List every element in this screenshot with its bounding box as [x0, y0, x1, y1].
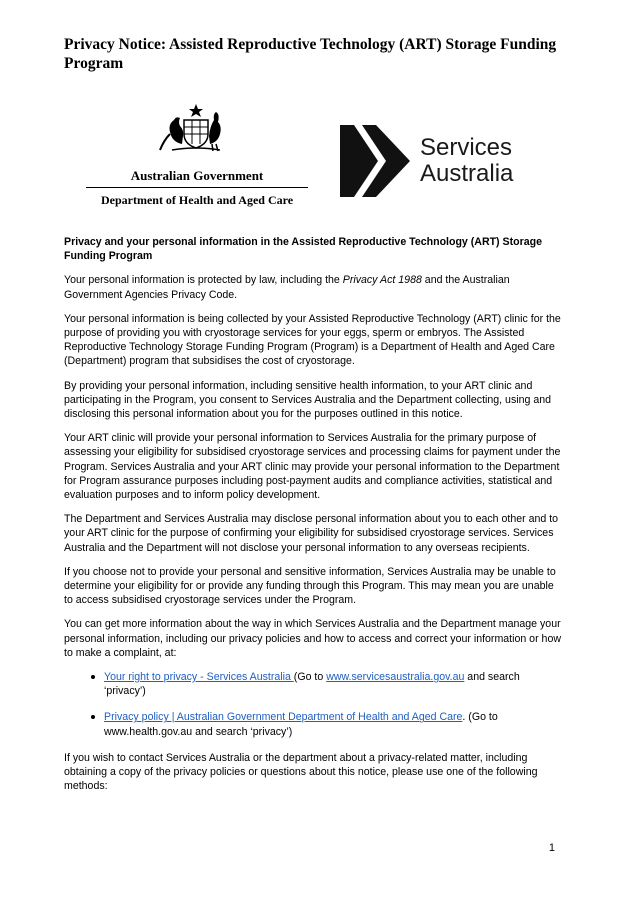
services-australia-chevron-icon — [340, 125, 410, 197]
paragraph-more-info: You can get more information about the way in which Services Australia and the Department manage your personal information, including our privacy policies and how to access and correct your information or how to make a complaint, at: — [64, 618, 561, 659]
paragraph-contact: If you wish to contact Services Australia or the department about a privacy-related matter, including obtaining a copy of the privacy policies or questions about this notice, please use one of the following methods: — [64, 751, 538, 793]
document-title: Privacy Notice: Assisted Reproductive Technology (ART) Storage Funding Program — [64, 36, 557, 72]
services-australia-privacy-link[interactable]: Your right to privacy - Services Australia — [104, 671, 294, 684]
privacy-links-list — [64, 670, 564, 739]
privacy-act-name: Privacy Act 1988 — [342, 274, 422, 287]
notice-body — [64, 235, 564, 804]
coat-of-arms-icon — [158, 104, 234, 152]
government-name: Australian Government — [130, 168, 264, 183]
services-australia-logo — [340, 125, 530, 197]
list-item: Your right to privacy - Services Australia (Go to www.servicesaustralia.gov.au and search ‘privacy’) — [104, 670, 564, 698]
section-heading: Privacy and your personal information in the Assisted Reproductive Technology (ART) Storage Funding Program — [64, 236, 542, 263]
list-item: Privacy policy | Australian Government Department of Health and Aged Care. (Go to www.health.gov.au and search ‘privacy’) — [104, 710, 564, 738]
paragraph-non-provision: If you choose not to provide your personal and sensitive information, Services Australia may be unable to determine your eligibility for or provide any funding through this Program. This may mean you are unable to access subsidised cryostorage services under the Program. — [64, 565, 556, 607]
paragraph-consent: By providing your personal information, including sensitive health information, to your ART clinic and participating in the Program, you consent to Services Australia and the Department collecting, using and disclosing this personal information about you for the purposes outlined in this notice. — [64, 379, 551, 421]
services-australia-website-link[interactable]: www.servicesaustralia.gov.au — [326, 671, 465, 684]
department-name: Department of Health and Aged Care — [100, 193, 294, 207]
paragraph-collection: Your personal information is being collected by your Assisted Reproductive Technology (ART) clinic for the purpose of providing you with cryostorage services for your eggs, sperm or embryos. The Assisted Reproductive Technology Storage Funding Program (Program) is a Department of Health and Aged Care (Department) program that subsidises the cost of cryostorage. — [64, 312, 561, 368]
logo-divider — [86, 187, 308, 188]
paragraph-disclosure: The Department and Services Australia may disclose personal information about you to each other and to your ART clinic for the purpose of confirming your eligibility for subsidised cryostorage services. Services Australia and the Department will not disclose your personal information to any overseas recipients. — [64, 513, 559, 554]
paragraph-privacy-law: Your personal information is protected by law, including the Privacy Act 1988 and the Australian Government Agencies Privacy Code. — [64, 274, 510, 301]
health-privacy-policy-link[interactable]: Privacy policy | Australian Government Department of Health and Aged Care — [104, 711, 463, 724]
services-australia-wordmark: Services Australia — [420, 134, 514, 187]
page-number: 1 — [548, 842, 555, 854]
australian-government-logo — [86, 104, 308, 208]
paragraph-purpose: Your ART clinic will provide your personal information to Services Australia for the primary purpose of assessing your eligibility for subsidised cryostorage services and processing claims for payment under the Program. Services Australia and your ART clinic may provide your personal information to the Department for Program assurance purposes including post-payment audits and compliance activities, statistical and evaluation purposes and to inform policy development. — [64, 432, 561, 502]
